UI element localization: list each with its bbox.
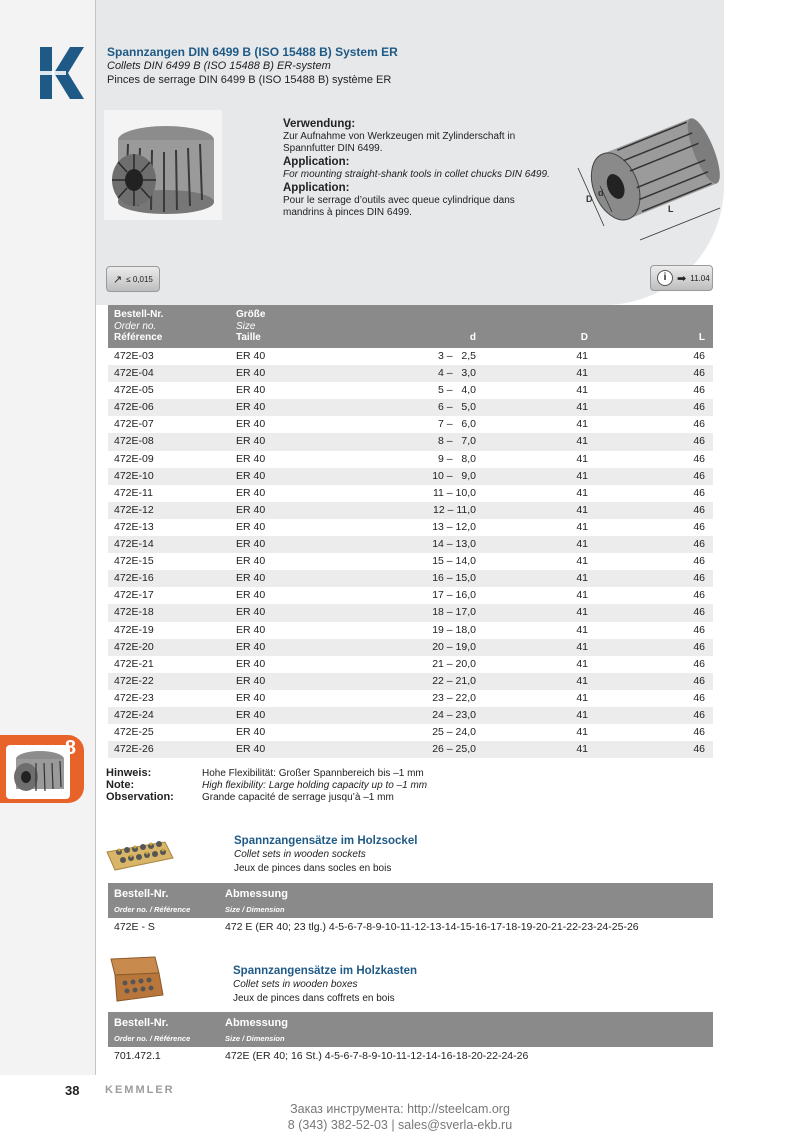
L-cell: 46 [693,674,705,687]
table-row [108,365,713,382]
D-cell: 41 [576,367,588,380]
d-range-cell: 20 – 19,0 [432,640,476,653]
set1-col-order-sub: Order no. / Référence [114,905,191,914]
set2-col-order-sub: Order no. / Référence [114,1034,191,1043]
table-row [108,639,713,656]
table-row [108,553,713,570]
d-range-cell: 16 – 15,0 [432,572,476,585]
set1-title-de: Spannzangensätze im Holzsockel [234,835,418,847]
L-cell: 46 [693,572,705,585]
note-text-fr: Grande capacité de serrage jusqu’à –1 mm [202,792,394,803]
d-range-cell: 5 – 4,0 [438,384,476,397]
L-cell: 46 [693,589,705,602]
L-cell: 46 [693,726,705,739]
usage-heading-fr: Application: [283,182,350,194]
order-no-cell: 472E-18 [114,606,154,619]
L-cell: 46 [693,367,705,380]
D-cell: 41 [576,743,588,756]
info-ref-value: 11.04 [690,273,710,283]
order-no-cell: 472E-13 [114,520,154,533]
header-size-fr: Taille [236,332,261,343]
d-range-cell: 24 – 23,0 [432,708,476,721]
table-row [108,433,713,450]
table-row [108,707,713,724]
D-cell: 41 [576,503,588,516]
D-cell: 41 [576,486,588,499]
chapter-number: 8 [64,737,76,759]
table-body [108,348,713,758]
table-row [108,382,713,399]
table-row [108,536,713,553]
table-row [108,399,713,416]
d-range-cell: 15 – 14,0 [432,555,476,568]
note-label-en: Note: [106,779,135,791]
L-cell: 46 [693,401,705,414]
brand-name: KEMMLER [105,1084,175,1096]
usage-section [283,117,553,219]
D-cell: 41 [576,435,588,448]
d-range-cell: 7 – 6,0 [438,418,476,431]
d-range-cell: 19 – 18,0 [432,623,476,636]
L-cell: 46 [693,435,705,448]
size-cell: ER 40 [236,350,266,362]
order-no-cell: 472E-04 [114,367,154,380]
L-cell: 46 [693,520,705,533]
order-no-cell: 472E-05 [114,384,154,397]
info-reference-badge[interactable] [650,265,713,291]
set1-col-dim-sub: Size / Dimension [225,905,285,914]
usage-heading-de: Verwendung: [283,118,356,130]
header-L: L [698,332,705,343]
d-range-cell: 11 – 10,0 [432,486,476,499]
order-no-cell: 472E-21 [114,657,154,670]
table-row [108,519,713,536]
size-cell: ER 40 [236,606,266,619]
L-cell: 46 [693,486,705,499]
d-range-cell: 13 – 12,0 [432,520,476,533]
set2-col-order: Bestell-Nr. [114,1017,169,1029]
usage-heading-en: Application: [283,156,350,168]
contact-order-link[interactable]: Заказ инструмента: http://steelcam.org [290,1102,510,1116]
d-range-cell: 21 – 20,0 [432,657,476,670]
size-cell: ER 40 [236,743,266,756]
d-range-cell: 22 – 21,0 [432,674,476,687]
d-range-cell: 12 – 11,0 [432,503,476,516]
table-header [108,305,713,348]
size-cell: ER 40 [236,435,266,448]
D-cell: 41 [576,350,588,362]
size-cell: ER 40 [236,555,266,568]
set1-title-fr: Jeux de pinces dans socles en bois [234,863,392,874]
L-cell: 46 [693,606,705,619]
L-cell: 46 [693,743,705,756]
size-cell: ER 40 [236,469,266,482]
collet-dimension-drawing [560,108,725,243]
D-cell: 41 [576,657,588,670]
L-cell: 46 [693,452,705,465]
note-label-de: Hinweis: [106,767,152,779]
table-row [108,570,713,587]
page-number: 38 [65,1083,80,1098]
label-L: L [668,204,674,214]
D-cell: 41 [576,401,588,414]
D-cell: 41 [576,469,588,482]
header-d: d [469,332,476,343]
order-no-cell: 472E-11 [114,486,153,499]
size-cell: ER 40 [236,418,266,431]
label-d: d [598,188,604,198]
set1-heading [234,834,417,876]
order-no-cell: 472E-24 [114,708,154,721]
D-cell: 41 [576,538,588,551]
D-cell: 41 [576,708,588,721]
size-cell: ER 40 [236,572,266,585]
order-no-cell: 472E-17 [114,589,154,602]
order-no-cell: 472E-23 [114,691,154,704]
L-cell: 46 [693,418,705,431]
D-cell: 41 [576,674,588,687]
set2-col-dim-sub: Size / Dimension [225,1034,285,1043]
D-cell: 41 [576,726,588,739]
collet-table [108,305,713,758]
table-row [108,741,713,758]
order-no-cell: 472E-06 [114,401,154,414]
usage-text-en: For mounting straight-shank tools in collet chucks DIN 6499. [283,169,550,180]
kemmler-logo [40,47,84,99]
size-cell: ER 40 [236,674,266,687]
d-range-cell: 18 – 17,0 [432,606,476,619]
table-row [108,468,713,485]
arrow-icon: ↗ [113,273,123,286]
note-label-fr: Observation: [106,791,174,803]
left-margin-strip [0,0,95,1075]
note-text-de: Hohe Flexibilität: Großer Spannbereich bis –1 mm [202,768,424,779]
set2-order-no: 701.472.1 [114,1050,161,1062]
page-title [107,45,398,87]
table-row [108,604,713,621]
table-row [108,656,713,673]
order-no-cell: 472E-09 [114,452,154,465]
title-de: Spannzangen DIN 6499 B (ISO 15488 B) System ER [107,45,398,59]
size-cell: ER 40 [236,538,266,551]
set1-dimension: 472 E (ER 40; 23 tlg.) 4-5-6-7-8-9-10-11-12-13-14-15-16-17-18-19-20-21-22-23-24-25-26 [225,921,639,933]
d-range-cell: 4 – 3,0 [438,367,476,380]
size-cell: ER 40 [236,708,266,721]
collet-thumbnail [6,745,70,799]
size-cell: ER 40 [236,589,266,602]
D-cell: 41 [576,589,588,602]
order-no-cell: 472E-10 [114,469,154,482]
D-cell: 41 [576,384,588,397]
table-row [108,673,713,690]
d-range-cell: 6 – 5,0 [438,401,476,414]
D-cell: 41 [576,555,588,568]
D-cell: 41 [576,452,588,465]
L-cell: 46 [693,469,705,482]
usage-text-de: Zur Aufnahme von Werkzeugen mit Zylinderschaft in Spannfutter DIN 6499. [283,131,516,154]
size-cell: ER 40 [236,452,266,465]
header-order-fr: Référence [114,332,163,343]
D-cell: 41 [576,520,588,533]
D-cell: 41 [576,640,588,653]
L-cell: 46 [693,657,705,670]
table-row [108,587,713,604]
size-cell: ER 40 [236,520,266,533]
label-D: D [586,194,593,204]
order-no-cell: 472E-12 [114,503,154,516]
set2-col-dim: Abmessung [225,1017,288,1029]
chapter-tab[interactable] [0,735,84,803]
title-fr: Pinces de serrage DIN 6499 B (ISO 15488 B) système ER [107,74,392,86]
set2-title-en: Collet sets in wooden boxes [233,979,358,990]
contact-phone-email[interactable]: 8 (343) 382-52-03 | sales@sverla-ekb.ru [287,1118,513,1132]
header-size-en: Size [236,320,256,332]
runout-badge [106,266,160,292]
size-cell: ER 40 [236,640,266,653]
size-cell: ER 40 [236,401,266,414]
order-no-cell: 472E-19 [114,623,154,636]
L-cell: 46 [693,350,705,362]
set2-heading [233,964,417,1006]
header-order-de: Bestell-Nr. [114,309,164,320]
size-cell: ER 40 [236,726,266,739]
d-range-cell: 10 – 9,0 [432,469,476,482]
D-cell: 41 [576,418,588,431]
d-range-cell: 23 – 22,0 [432,691,476,704]
collet-photo [104,110,222,220]
contact-info [270,1101,530,1132]
size-cell: ER 40 [236,691,266,704]
set1-title-en: Collet sets in wooden sockets [234,849,366,860]
L-cell: 46 [693,691,705,704]
set2-title-fr: Jeux de pinces dans coffrets en bois [233,993,395,1004]
L-cell: 46 [693,538,705,551]
table-row [108,485,713,502]
set2-title-de: Spannzangensätze im Holzkasten [233,965,418,977]
table-row [108,451,713,468]
set1-col-dim: Abmessung [225,888,288,900]
set2-row [108,1047,713,1065]
order-no-cell: 472E-22 [114,674,154,687]
arrow-right-icon: ➡ [677,272,687,285]
L-cell: 46 [693,384,705,397]
header-D: D [580,332,588,343]
set1-table-header [108,883,713,918]
order-no-cell: 472E-15 [114,555,154,568]
D-cell: 41 [576,606,588,619]
set2-table-header [108,1012,713,1047]
d-range-cell: 8 – 7,0 [438,435,476,448]
table-row [108,348,713,365]
order-no-cell: 472E-20 [114,640,154,653]
set1-row [108,918,713,936]
order-no-cell: 472E-07 [114,418,154,431]
d-range-cell: 3 – 2,5 [438,350,476,362]
order-no-cell: 472E-16 [114,572,154,585]
table-row [108,502,713,519]
table-row [108,724,713,741]
size-cell: ER 40 [236,486,266,499]
set2-dimension: 472E (ER 40; 16 St.) 4-5-6-7-8-9-10-11-12-14-16-18-20-22-24-26 [225,1050,529,1062]
L-cell: 46 [693,708,705,721]
D-cell: 41 [576,572,588,585]
L-cell: 46 [693,640,705,653]
title-en: Collets DIN 6499 B (ISO 15488 B) ER-system [107,60,331,72]
wooden-box-set-image [105,955,165,1005]
usage-text-fr: Pour le serrage d’outils avec queue cylindrique dans mandrins à pinces DIN 6499. [283,195,515,218]
d-range-cell: 14 – 13,0 [432,538,476,551]
D-cell: 41 [576,691,588,704]
L-cell: 46 [693,555,705,568]
info-icon: i [657,270,673,286]
table-row [108,416,713,433]
order-no-cell: 472E-25 [114,726,154,739]
table-row [108,690,713,707]
d-range-cell: 17 – 16,0 [432,589,476,602]
d-range-cell: 9 – 8,0 [438,452,476,465]
header-order-en: Order no. [114,320,157,332]
runout-value: ≤ 0,015 [126,274,153,284]
order-no-cell: 472E-03 [114,350,154,362]
size-cell: ER 40 [236,657,266,670]
header-size-de: Größe [236,309,266,320]
table-row [108,622,713,639]
d-range-cell: 25 – 24,0 [432,726,476,739]
order-no-cell: 472E-14 [114,538,154,551]
note-text-en: High flexibility: Large holding capacity up to –1 mm [202,780,428,791]
order-no-cell: 472E-26 [114,743,154,756]
size-cell: ER 40 [236,503,266,516]
set1-order-no: 472E - S [114,921,155,933]
set1-col-order: Bestell-Nr. [114,888,169,900]
d-range-cell: 26 – 25,0 [432,743,476,756]
size-cell: ER 40 [236,367,266,380]
L-cell: 46 [693,623,705,636]
order-no-cell: 472E-08 [114,435,154,448]
L-cell: 46 [693,503,705,516]
wooden-socket-set-image [105,822,175,874]
D-cell: 41 [576,623,588,636]
size-cell: ER 40 [236,384,266,397]
size-cell: ER 40 [236,623,266,636]
